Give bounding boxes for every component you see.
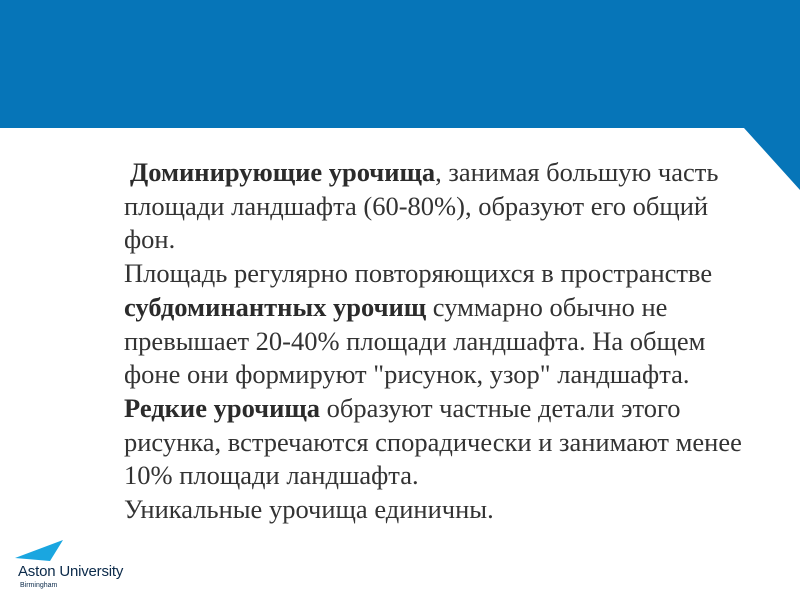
term-dominant: Доминирующие урочища <box>130 157 436 187</box>
paragraph-dominant-text: , занимая большую часть площади ландшафта (60-80%), образуют его общий фон. <box>124 157 719 255</box>
logo-name: Aston University <box>18 563 124 580</box>
paragraph-subdominant-text-after: суммарно обычно не превышает 20-40% площади ландшафта. На общем фоне они формируют "рисунок, узор" ландшафта. <box>124 291 706 390</box>
logo-city: Birmingham <box>20 582 58 589</box>
logo-triangle-icon <box>14 538 64 562</box>
aston-university-logo <box>14 538 154 594</box>
paragraph-subdominant-text-before: Площадь регулярно повторяющихся в пространстве <box>124 258 713 289</box>
paragraph-unique-text: Уникальные урочища единичны. <box>124 494 494 525</box>
term-rare: Редкие урочища <box>124 392 320 423</box>
slide-body <box>124 156 764 527</box>
paragraph-dominant <box>124 156 764 257</box>
paragraph-rare-text: образуют частные детали этого рисунка, встречаются спорадически и занимают менее 10% площади ландшафта. <box>124 392 742 491</box>
paragraph-unique <box>124 493 764 527</box>
term-subdominant: субдоминантных урочищ <box>124 291 427 322</box>
paragraph-rare <box>124 392 764 493</box>
paragraph-subdominant <box>124 257 764 392</box>
